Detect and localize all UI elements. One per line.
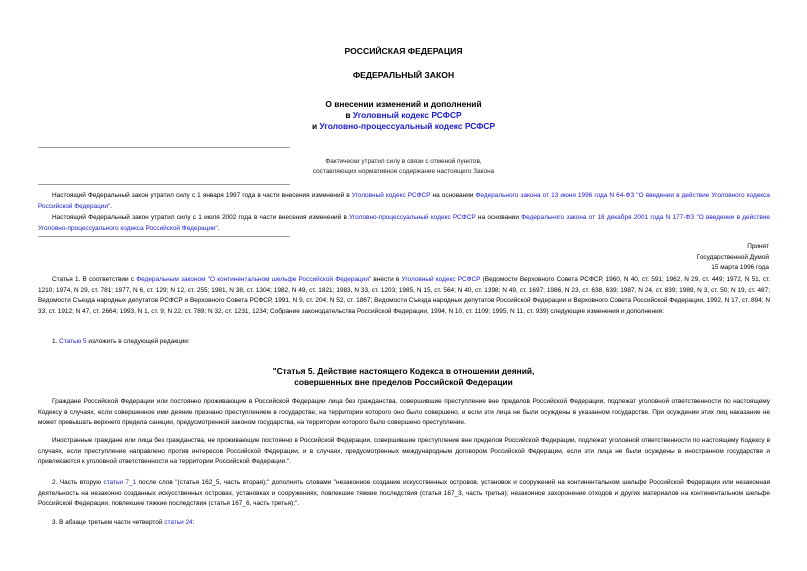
article-5-title-line-2: совершенных вне пределов Российской Федерации	[294, 377, 513, 387]
criminal-code-link[interactable]: Уголовный кодекс РСФСР	[401, 276, 481, 283]
item-text: изложить в следующей редакции:	[86, 338, 190, 345]
criminal-code-link[interactable]: Уголовный кодекс РСФСР	[351, 192, 431, 199]
notice-text: .	[110, 202, 113, 210]
notice-text: .	[217, 224, 220, 232]
notice-text: на основании	[430, 192, 476, 199]
divider	[38, 184, 290, 185]
article-5-paragraph-1: Граждане Российской Федерации или постоянно проживающие в Российской Федерации лица без гражданства, совершившие преступление вне пределов Российской Федерации, подлежат уголовной ответственности по настоящему Кодексу в случаях, если совершенное ими деяние признано преступлением в государстве, на территории которого оно было совершено, и если эти лица не были осуждены в указанном государстве. При осуждении этих лиц наказание не может превышать верхнего предела санкции, предусмотренной законом государства, на территории которого было совершено преступление.	[38, 398, 770, 427]
notice-text: Настоящий Федеральный закон утратил силу с 1 июля 2002 года в части внесения изменений в	[52, 214, 350, 221]
item-1	[38, 337, 770, 348]
criminal-procedure-code-link[interactable]: Уголовно-процессуальный кодекс РСФСР	[319, 121, 496, 131]
article-text: Статья 1. В соответствии с	[52, 276, 137, 283]
notice-text: на основании	[475, 214, 522, 221]
divider	[38, 236, 290, 237]
continental-shelf-law-link[interactable]: Федеральным законом "О континентальном шельфе Российской Федерации"	[136, 276, 372, 283]
item-text: 1.	[52, 338, 60, 345]
law-title	[0, 99, 807, 132]
article-24-link[interactable]: статьи 24	[164, 519, 193, 526]
title-line-2	[0, 110, 807, 121]
article-5-paragraph-2: Иностранные граждане или лица без гражданства, не проживающие постоянно в Российской Федерации, совершившие преступление вне пределов Российской Федерации, подлежат уголовной ответственности по настоящему Кодексу в случаях, если преступление направлено против интересов Российской Федерации, и в случаях, предусмотренных международным договором Российской Федерации, если эти лица не были осуждены в иностранном государстве и привлекаются к уголовной ответственности на территории Российской Федерации.".	[38, 437, 770, 466]
notice-text: Настоящий Федеральный закон утратил силу с 1 января 1997 года в части внесения изменений в	[52, 192, 352, 199]
item-text: после слов "(статья 162_5, часть вторая);" дополнить словами "незаконное создание искусственных островов, установок и сооружений на континентальном шельфе Российской Федерации или незаконная деятельность на незаконно созданных искусственных островах, установках и сооружениях, повлекшие тяжкие последствия (статья 167_3, часть третья); незаконное захоронение отходов и других материалов на континентальном шельфе Российской Федерации, повлекшее тяжкие последствия (статья 167_6, часть третья);".	[38, 479, 771, 508]
adoption-info	[697, 242, 769, 274]
repeal-notice-1	[38, 191, 770, 212]
divider	[38, 147, 290, 148]
title-line-3-prefix: и	[311, 121, 320, 131]
law-177-fz-link[interactable]: Федерального закона от 18 декабря 2001 года N 177-ФЗ "О введении в действие Уголовно-процессуального кодекса Российской Федерации"	[38, 214, 770, 232]
adoption-line-1: Принят	[747, 243, 769, 250]
status-note-line-1: Фактически утратил силу в связи с отменой пунктов,	[325, 158, 482, 165]
criminal-procedure-code-link[interactable]: Уголовно-процессуальный кодекс РСФСР	[349, 214, 476, 221]
item-text: 2. Часть вторую	[52, 479, 104, 486]
title-line-2-prefix: в	[345, 110, 353, 120]
item-text: :	[192, 519, 195, 526]
article-text: (Ведомости Верховного Совета РСФСР, 1960, N 40, ст. 591; 1962, N 29, ст. 449; 1972, N 51, ст. 1210; 1974, N 29, ст. 781; 1977, N 6, ст. 129; N 12, ст. 255; 1981, N 38, ст. 1304; 1982, N 49, ст. 1821; 1983, N 33, ст. 1203; 1985, N 15, ст. 564; N 40, ст. 1398; N 49, ст. 1697; 1986, N 23, ст. 638, 639; 1987, N 24, ст. 839; 1989, N 3, ст. 50; N 19, ст. 487; Ведомости Съезда народных депутатов РСФСР и Верховного Совета РСФСР, 1991, N 9, ст. 204; N 52, ст. 1867; Ведомости Съезда народных депутатов Российской Федерации и Верховного Совета Российской Федерации, 1992, N 17, ст. 894; N 33, ст. 1912; N 47, ст. 2664; 1993, N 1, ст. 9; N 22, ст. 789; N 32, ст. 1231, 1234; Собрание законодательства Российской Федерации, 1994, N 10, ст. 1109; 1995, N 11, ст. 939) следующие изменения и дополнения:	[38, 276, 770, 315]
law-64-fz-link[interactable]: Федерального закона от 13 июня 1996 года N 64-ФЗ "О введении в действие Уголовного кодекса Российской Федерации"	[38, 192, 770, 210]
adoption-line-3: 15 марта 1996 года	[711, 264, 769, 272]
item-3	[38, 518, 770, 529]
article-5-link[interactable]: Статью 5	[59, 338, 87, 345]
article-5-title-line-1: "Статья 5. Действие настоящего Кодекса в отношении деяний,	[272, 366, 535, 376]
title-line-1: О внесении изменений и дополнений	[325, 99, 482, 109]
article-1	[38, 275, 770, 317]
article-5-title	[0, 366, 807, 388]
country-heading: РОССИЙСКАЯ ФЕДЕРАЦИЯ	[344, 46, 463, 56]
item-2	[38, 478, 770, 510]
adoption-line-2: Государственной Думой	[696, 253, 769, 261]
criminal-code-link[interactable]: Уголовный кодекс РСФСР	[352, 110, 462, 120]
article-7-1-link[interactable]: статьи 7_1	[103, 479, 137, 486]
title-line-3	[0, 121, 807, 132]
status-note-line-2: составляющих нормативное содержание настоящего Закона	[312, 168, 495, 175]
article-text: внести в	[371, 276, 402, 283]
repeal-notice-2	[38, 213, 770, 234]
document-type-heading: ФЕДЕРАЛЬНЫЙ ЗАКОН	[352, 70, 455, 80]
item-text: 3. В абзаце третьем части четвертой	[52, 519, 165, 526]
status-note	[0, 157, 807, 177]
